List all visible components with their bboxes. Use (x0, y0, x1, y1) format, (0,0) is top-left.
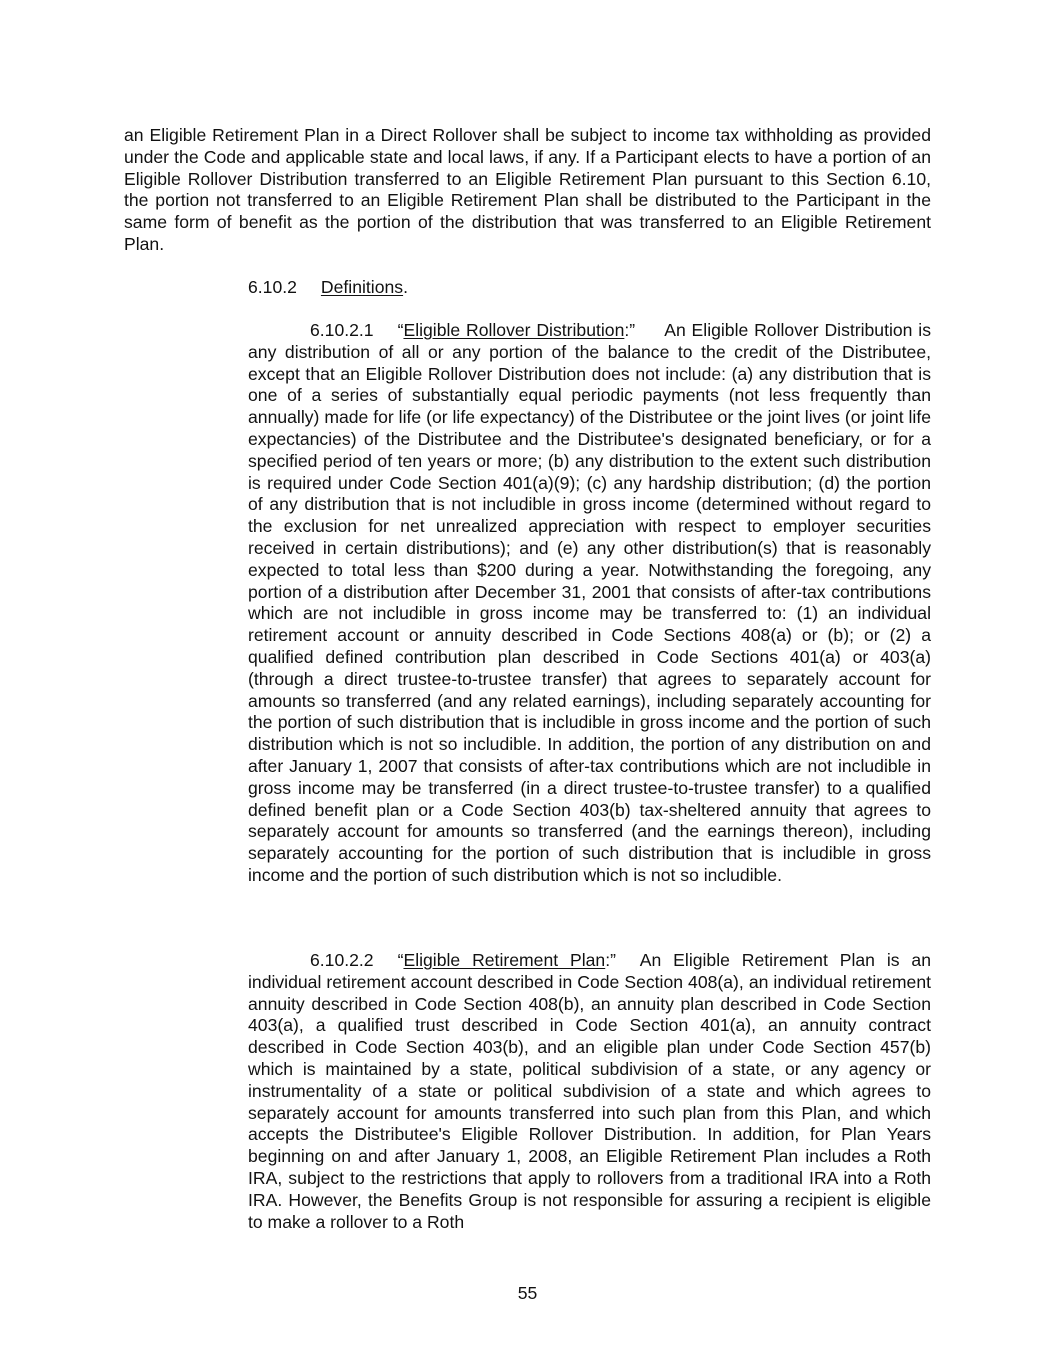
definition-number: 6.10.2.2 (310, 950, 374, 970)
definition-body: An Eligible Retirement Plan is an individual retirement account described in Code Section 408(a), an individual retirement annuity described in Code Section 408(b), an annuity plan described in Code Section 403(a), a qualified trust described in Code Section 401(a), an annuity contract described in Code Section 403(b), and an eligible plan under Code Section 457(b) which is maintained by a state, political subdivision of a state, or any agency or instrumentality of a state or political subdivision of a state and which agrees to separately account for amounts transferred into such plan from this Plan, and which accepts the Distributee's Eligible Rollover Distribution. In addition, for Plan Years beginning on and after January 1, 2008, an Eligible Retirement Plan includes a Roth IRA, subject to the restrictions that apply to rollovers from a traditional IRA into a Roth IRA. However, the Benefits Group is not responsible for assuring a recipient is eligible to make a rollover to a Roth (248, 950, 932, 1232)
definition-body: An Eligible Rollover Distribution is any distribution of all or any portion of the balance to the credit of the Distributee, except that an Eligible Rollover Distribution does not include: (a) any distribution that is one of a series of substantially equal periodic payments (not less frequently than annually) made for life (or life expectancy) of the Distributee or the joint lives (or joint life expectancies) of the Distributee and the Distributee's designated beneficiary, or for a specified period of ten years or more; (b) any distribution to the extent such distribution is required under Code Section 401(a)(9); (c) any hardship distribution; (d) the portion of any distribution that is not includible in gross income (determined without regard to the exclusion for net unrealized appreciation with respect to employer securities received in certain distributions); and (e) any other distribution(s) that is reasonably expected to total less than $200 during a year. Notwithstanding the foregoing, any portion of a distribution after December 31, 2001 that consists of after-tax contributions which are not includible in gross income may be transferred to: (1) an individual retirement account or annuity described in Code Sections 408(a) or (b); or (2) a qualified defined contribution plan described in Code Sections 401(a) or 403(a) (through a direct trustee-to-trustee transfer) that agrees to separately account for amounts so transferred (and any related earnings), including separately accounting for the portion of such distribution that is includible in gross income and the portion of such distribution which is not so includible. In addition, the portion of any distribution on and after January 1, 2007 that consists of after-tax contributions which are not includible in gross income may be transferred (in a direct trustee-to-trustee transfer) to a qualified defined benefit plan or a Code Section 403(b) tax-sheltered annuity that agrees to separately account for amounts so transferred (and the earnings thereon), including separately accounting for the portion of such distribution that is includible in gross income and the portion of such distribution which is not so includible. (248, 320, 931, 885)
section-title-period: . (403, 277, 408, 297)
close-quote: :” (624, 320, 636, 340)
definition-eligible-rollover-distribution (248, 320, 931, 887)
section-number: 6.10.2 (248, 277, 297, 297)
intro-paragraph: an Eligible Retirement Plan in a Direct Rollover shall be subject to income tax withholding as provided under the Code and applicable state and local laws, if any. If a Participant elects to have a portion of an Eligible Rollover Distribution transferred to an Eligible Retirement Plan pursuant to this Section 6.10, the portion not transferred to an Eligible Retirement Plan shall be distributed to the Participant in the same form of benefit as the portion of the distribution that was transferred to an Eligible Retirement Plan. (124, 125, 931, 254)
defined-term: Eligible Retirement Plan (403, 950, 606, 970)
section-title: Definitions (320, 277, 404, 297)
definitions-heading (248, 277, 931, 299)
definition-number: 6.10.2.1 (310, 320, 374, 340)
defined-term: Eligible Rollover Distribution (403, 320, 625, 340)
definition-eligible-retirement-plan (248, 950, 931, 1233)
open-quote: “ (397, 950, 404, 970)
close-quote: :” (605, 950, 616, 970)
page-number: 55 (517, 1283, 538, 1303)
open-quote: “ (397, 320, 404, 340)
